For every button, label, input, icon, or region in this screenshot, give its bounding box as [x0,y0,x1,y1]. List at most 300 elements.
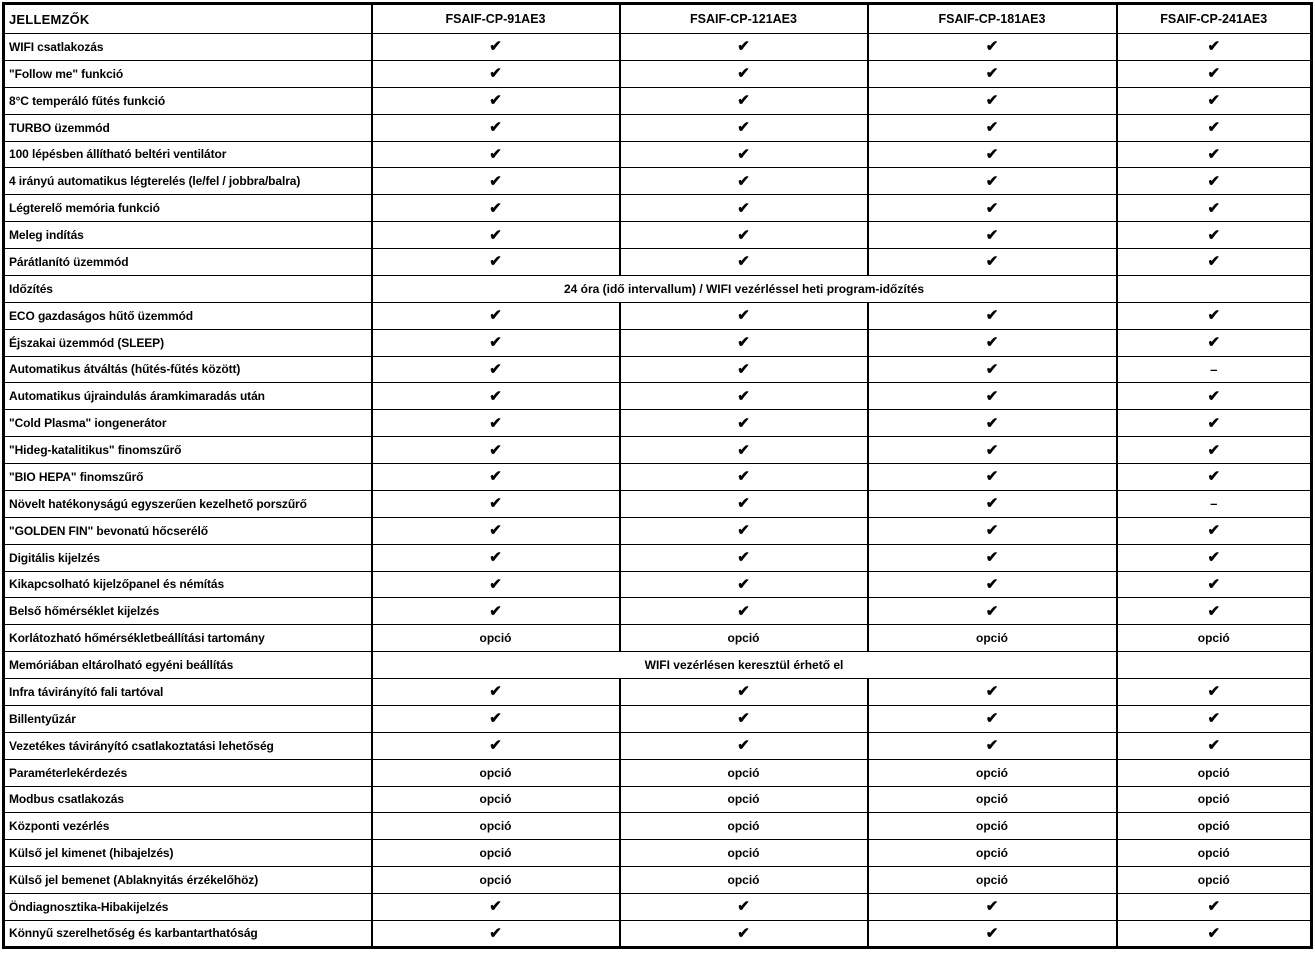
check-icon: ✔ [489,522,502,540]
value-cell [868,222,1117,249]
check-icon: ✔ [1207,414,1221,432]
value-cell [372,571,620,598]
check-icon: ✔ [737,387,750,405]
feature-label: Modbus csatlakozás [4,786,372,813]
check-icon: ✔ [985,468,999,486]
feature-label: 4 irányú automatikus légterelés (le/fel / jobbra/balra) [4,168,372,195]
check-icon: ✔ [985,441,999,459]
check-icon: ✔ [737,65,750,83]
value-cell [1117,222,1312,249]
table-row [4,652,1312,679]
check-icon: ✔ [489,334,502,352]
check-icon: ✔ [489,441,502,459]
check-icon: ✔ [1207,387,1221,405]
value-cell [620,894,868,921]
model-column-header-1: FSAIF-CP-91AE3 [372,4,620,34]
value-cell [868,920,1117,947]
feature-label: Belső hőmérséklet kijelzés [4,598,372,625]
check-icon: ✔ [737,441,750,459]
value-cell [620,168,868,195]
features-column-header: JELLEMZŐK [4,4,372,34]
table-row [4,786,1312,813]
value-cell [620,329,868,356]
value-cell [372,222,620,249]
value-cell [372,60,620,87]
value-cell [868,356,1117,383]
value-cell [868,517,1117,544]
empty-cell [1117,652,1312,679]
table-row [4,87,1312,114]
check-icon: ✔ [985,387,999,405]
table-row [4,517,1312,544]
value-cell [372,437,620,464]
value-cell [1117,437,1312,464]
check-icon: ✔ [985,898,999,916]
value-cell: opció [620,840,868,867]
feature-label: Növelt hatékonyságú egyszerűen kezelhető porszűrő [4,490,372,517]
value-cell: opció [372,759,620,786]
table-row [4,275,1312,302]
check-icon: ✔ [489,226,502,244]
value-cell [1117,410,1312,437]
check-icon: ✔ [1207,549,1221,567]
model-column-header-4: FSAIF-CP-241AE3 [1117,4,1312,34]
check-icon: ✔ [737,414,750,432]
value-cell [1117,141,1312,168]
check-icon: ✔ [737,495,750,513]
table-body [4,34,1312,948]
empty-cell [1117,275,1312,302]
check-icon: ✔ [1207,898,1221,916]
value-cell [868,383,1117,410]
check-icon: ✔ [985,226,999,244]
value-cell [372,920,620,947]
value-cell [372,114,620,141]
value-cell [372,195,620,222]
feature-label: Párátlanító üzemmód [4,249,372,276]
table-row [4,195,1312,222]
feature-label: Digitális kijelzés [4,544,372,571]
value-cell [1117,329,1312,356]
model-column-header-3: FSAIF-CP-181AE3 [868,4,1117,34]
check-icon: ✔ [489,92,502,110]
value-cell [1117,87,1312,114]
merged-note-cell: 24 óra (idő intervallum) / WIFI vezérléssel heti program-időzítés [372,275,1117,302]
check-icon: ✔ [1207,92,1221,110]
table-row [4,840,1312,867]
value-cell [1117,894,1312,921]
value-cell [620,571,868,598]
check-icon: ✔ [489,145,502,163]
check-icon: ✔ [489,495,502,513]
value-cell [372,410,620,437]
feature-label: TURBO üzemmód [4,114,372,141]
value-cell [1117,356,1312,383]
feature-label: Éjszakai üzemmód (SLEEP) [4,329,372,356]
feature-label: Billentyűzár [4,705,372,732]
check-icon: ✔ [489,549,502,567]
feature-label: Paraméterlekérdezés [4,759,372,786]
value-cell [620,249,868,276]
check-icon: ✔ [489,65,502,83]
check-icon: ✔ [737,145,750,163]
table-row [4,598,1312,625]
feature-label: 100 lépésben állítható beltéri ventilátor [4,141,372,168]
table-row [4,141,1312,168]
check-icon: ✔ [985,575,999,593]
check-icon: ✔ [985,360,999,378]
feature-label: "GOLDEN FIN" bevonatú hőcserélő [4,517,372,544]
table-row [4,571,1312,598]
table-row [4,383,1312,410]
value-cell: opció [868,759,1117,786]
check-icon: ✔ [985,710,999,728]
check-icon: ✔ [737,549,750,567]
check-icon: ✔ [1207,38,1221,56]
value-cell [868,490,1117,517]
check-icon: ✔ [985,92,999,110]
value-cell [1117,114,1312,141]
check-icon: ✔ [489,119,502,137]
value-cell: opció [868,840,1117,867]
feature-label: Öndiagnosztika-Hibakijelzés [4,894,372,921]
value-cell: opció [620,786,868,813]
value-cell: opció [372,786,620,813]
feature-label: Külső jel kimenet (hibajelzés) [4,840,372,867]
value-cell [1117,544,1312,571]
check-icon: ✔ [1207,119,1221,137]
check-icon: ✔ [737,253,750,271]
model-column-header-2: FSAIF-CP-121AE3 [620,4,868,34]
check-icon: ✔ [489,468,502,486]
value-cell [372,383,620,410]
value-cell [868,437,1117,464]
value-cell [620,195,868,222]
value-cell [620,490,868,517]
table-row [4,356,1312,383]
value-cell [372,679,620,706]
check-icon: ✔ [985,172,999,190]
check-icon: ✔ [985,65,999,83]
value-cell [1117,517,1312,544]
check-icon: ✔ [489,924,502,942]
table-row [4,464,1312,491]
table-row [4,867,1312,894]
check-icon: ✔ [985,495,999,513]
value-cell [620,383,868,410]
feature-label: 8°C temperáló fűtés funkció [4,87,372,114]
value-cell: opció [372,813,620,840]
value-cell [372,894,620,921]
value-cell [372,168,620,195]
check-icon: ✔ [985,414,999,432]
value-cell [868,410,1117,437]
feature-label: Automatikus újraindulás áramkimaradás után [4,383,372,410]
table-row [4,759,1312,786]
feature-label: Automatikus átváltás (hűtés-fűtés között) [4,356,372,383]
check-icon: ✔ [1207,226,1221,244]
value-cell [1117,679,1312,706]
value-cell [620,517,868,544]
check-icon: ✔ [737,172,750,190]
value-cell [620,302,868,329]
check-icon: ✔ [985,602,999,620]
value-cell: opció [868,786,1117,813]
value-cell [372,598,620,625]
value-cell [620,544,868,571]
check-icon: ✔ [489,898,502,916]
check-icon: ✔ [489,683,502,701]
value-cell [1117,195,1312,222]
value-cell: opció [372,840,620,867]
table-row [4,222,1312,249]
check-icon: ✔ [737,737,750,755]
feature-label: "Hideg-katalitikus" finomszűrő [4,437,372,464]
value-cell [1117,571,1312,598]
value-cell [372,329,620,356]
check-icon: ✔ [489,710,502,728]
check-icon: ✔ [489,307,502,325]
check-icon: ✔ [1207,307,1221,325]
check-icon: ✔ [1207,710,1221,728]
table-row [4,705,1312,732]
value-cell [620,464,868,491]
value-cell [868,60,1117,87]
value-cell [620,598,868,625]
check-icon: ✔ [985,549,999,567]
value-cell [372,356,620,383]
value-cell [1117,705,1312,732]
check-icon: ✔ [1207,575,1221,593]
table-row [4,437,1312,464]
value-cell [868,141,1117,168]
table-header [4,4,1312,34]
header-row [4,4,1312,34]
value-cell: opció [1117,786,1312,813]
table-row [4,920,1312,947]
value-cell [372,705,620,732]
value-cell [868,249,1117,276]
check-icon: ✔ [985,307,999,325]
value-cell [372,517,620,544]
value-cell [868,732,1117,759]
value-cell: opció [1117,813,1312,840]
check-icon: ✔ [985,522,999,540]
value-cell [1117,598,1312,625]
feature-label: "Follow me" funkció [4,60,372,87]
value-cell [620,222,868,249]
value-cell [620,920,868,947]
check-icon: ✔ [985,924,999,942]
check-icon: ✔ [1207,334,1221,352]
feature-label: "BIO HEPA" finomszűrő [4,464,372,491]
value-cell [1117,34,1312,61]
check-icon: ✔ [489,387,502,405]
check-icon: ✔ [1207,602,1221,620]
feature-label: Könnyű szerelhetőség és karbantarthatóság [4,920,372,947]
check-icon: ✔ [1207,522,1221,540]
value-cell [372,544,620,571]
value-cell: opció [620,625,868,652]
check-icon: ✔ [737,360,750,378]
table-row [4,410,1312,437]
check-icon: ✔ [737,92,750,110]
value-cell [1117,732,1312,759]
value-cell [868,195,1117,222]
value-cell: opció [372,625,620,652]
dash-icon: – [1210,361,1218,377]
feature-label: Külső jel bemenet (Ablaknyitás érzékelőhöz) [4,867,372,894]
value-cell [868,87,1117,114]
feature-label: ECO gazdaságos hűtő üzemmód [4,302,372,329]
feature-label: WIFI csatlakozás [4,34,372,61]
value-cell [620,141,868,168]
check-icon: ✔ [985,145,999,163]
check-icon: ✔ [737,898,750,916]
check-icon: ✔ [737,683,750,701]
value-cell: opció [1117,625,1312,652]
value-cell [620,437,868,464]
check-icon: ✔ [737,38,750,56]
check-icon: ✔ [985,737,999,755]
check-icon: ✔ [737,307,750,325]
table-row [4,813,1312,840]
value-cell: opció [868,813,1117,840]
table-row [4,679,1312,706]
check-icon: ✔ [737,924,750,942]
value-cell [1117,60,1312,87]
table-row [4,168,1312,195]
check-icon: ✔ [737,334,750,352]
table-row [4,302,1312,329]
check-icon: ✔ [489,602,502,620]
check-icon: ✔ [1207,468,1221,486]
value-cell: opció [1117,867,1312,894]
value-cell: opció [1117,840,1312,867]
check-icon: ✔ [1207,441,1221,459]
value-cell [620,679,868,706]
value-cell [372,249,620,276]
value-cell: opció [868,625,1117,652]
check-icon: ✔ [489,360,502,378]
check-icon: ✔ [489,38,502,56]
check-icon: ✔ [985,38,999,56]
check-icon: ✔ [985,683,999,701]
table-row [4,894,1312,921]
check-icon: ✔ [489,172,502,190]
check-icon: ✔ [1207,253,1221,271]
check-icon: ✔ [1207,199,1221,217]
check-icon: ✔ [489,737,502,755]
value-cell [868,894,1117,921]
check-icon: ✔ [985,334,999,352]
value-cell [1117,168,1312,195]
feature-label: Meleg indítás [4,222,372,249]
value-cell [372,302,620,329]
value-cell [620,114,868,141]
value-cell: opció [620,759,868,786]
check-icon: ✔ [1207,683,1221,701]
feature-label: Légterelő memória funkció [4,195,372,222]
feature-label: Infra távirányító fali tartóval [4,679,372,706]
feature-label: Időzítés [4,275,372,302]
check-icon: ✔ [1207,65,1221,83]
value-cell [868,34,1117,61]
feature-label: Vezetékes távirányító csatlakoztatási lehetőség [4,732,372,759]
check-icon: ✔ [737,199,750,217]
value-cell [620,87,868,114]
value-cell [372,34,620,61]
feature-label: Kikapcsolható kijelzőpanel és némítás [4,571,372,598]
dash-icon: – [1210,496,1218,512]
value-cell [372,141,620,168]
check-icon: ✔ [1207,145,1221,163]
check-icon: ✔ [985,253,999,271]
value-cell [620,34,868,61]
check-icon: ✔ [489,575,502,593]
feature-label: "Cold Plasma" iongenerátor [4,410,372,437]
check-icon: ✔ [737,468,750,486]
value-cell [372,732,620,759]
value-cell [1117,302,1312,329]
value-cell [620,732,868,759]
value-cell [620,410,868,437]
value-cell [1117,383,1312,410]
value-cell [868,679,1117,706]
check-icon: ✔ [737,710,750,728]
value-cell [868,168,1117,195]
value-cell: opció [620,867,868,894]
check-icon: ✔ [1207,172,1221,190]
check-icon: ✔ [489,253,502,271]
value-cell [372,87,620,114]
table-row [4,249,1312,276]
table-row [4,114,1312,141]
check-icon: ✔ [1207,737,1221,755]
table-row [4,34,1312,61]
value-cell [868,329,1117,356]
value-cell [868,705,1117,732]
value-cell [1117,249,1312,276]
check-icon: ✔ [737,602,750,620]
value-cell [1117,464,1312,491]
value-cell [868,544,1117,571]
check-icon: ✔ [737,119,750,137]
check-icon: ✔ [1207,924,1221,942]
table-row [4,625,1312,652]
feature-label: Memóriában eltárolható egyéni beállítás [4,652,372,679]
merged-note-cell: WIFI vezérlésen keresztül érhető el [372,652,1117,679]
check-icon: ✔ [737,575,750,593]
feature-label: Korlátozható hőmérsékletbeállítási tartomány [4,625,372,652]
check-icon: ✔ [489,199,502,217]
value-cell: opció [868,867,1117,894]
value-cell [1117,490,1312,517]
value-cell [620,60,868,87]
table-row [4,490,1312,517]
value-cell [620,705,868,732]
value-cell [868,302,1117,329]
value-cell: opció [1117,759,1312,786]
check-icon: ✔ [985,119,999,137]
feature-label: Központi vezérlés [4,813,372,840]
feature-comparison-table [2,2,1313,949]
value-cell: opció [372,867,620,894]
value-cell [372,490,620,517]
table-row [4,544,1312,571]
check-icon: ✔ [737,522,750,540]
check-icon: ✔ [985,199,999,217]
